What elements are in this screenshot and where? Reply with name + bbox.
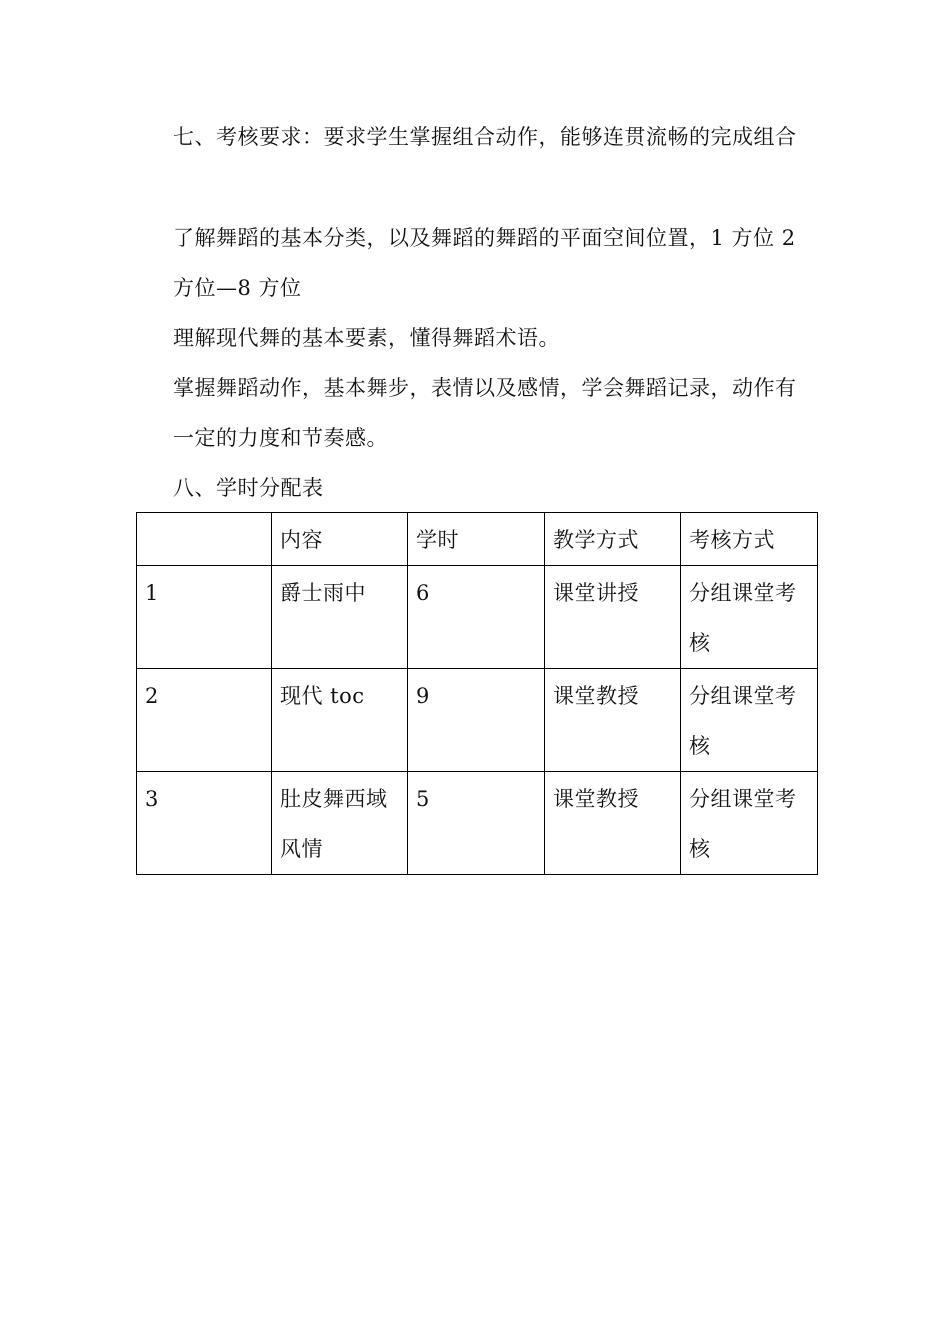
cell-content: 现代 toc [272,669,408,772]
cell-content: 肚皮舞西域风情 [272,772,408,875]
table-row [137,669,818,772]
header-cell-content: 内容 [272,513,408,566]
modern-dance-elements-paragraph: 理解现代舞的基本要素，懂得舞蹈术语。 [173,326,560,350]
cell-assessment-method: 分组课堂考核 [681,772,818,875]
assessment-requirements-paragraph: 七、考核要求：要求学生掌握组合动作，能够连贯流畅的完成组合 [173,125,797,149]
cell-assessment-method: 分组课堂考核 [681,669,818,772]
cell-assessment-method: 分组课堂考核 [681,566,818,669]
dance-movement-paragraph: 掌握舞蹈动作，基本舞步，表情以及感情，学会舞蹈记录，动作有一定的力度和节奏感。 [173,376,797,450]
table-row [137,566,818,669]
cell-teaching-method: 课堂讲授 [545,566,681,669]
cell-content: 爵士雨中 [272,566,408,669]
section-heading-hours-table: 八、学时分配表 [173,476,324,500]
cell-index: 1 [137,566,272,669]
header-cell-index [137,513,272,566]
cell-index: 2 [137,669,272,772]
cell-hours: 6 [408,566,545,669]
header-cell-teaching-method: 教学方式 [545,513,681,566]
hours-allocation-table [136,512,818,875]
cell-teaching-method: 课堂教授 [545,772,681,875]
cell-teaching-method: 课堂教授 [545,669,681,772]
dance-classification-paragraph: 了解舞蹈的基本分类，以及舞蹈的舞蹈的平面空间位置，1 方位 2 方位—8 方位 [173,226,796,300]
table-row [137,772,818,875]
header-cell-assessment-method: 考核方式 [681,513,818,566]
header-cell-hours: 学时 [408,513,545,566]
cell-hours: 5 [408,772,545,875]
table-header-row [137,513,818,566]
cell-index: 3 [137,772,272,875]
cell-hours: 9 [408,669,545,772]
